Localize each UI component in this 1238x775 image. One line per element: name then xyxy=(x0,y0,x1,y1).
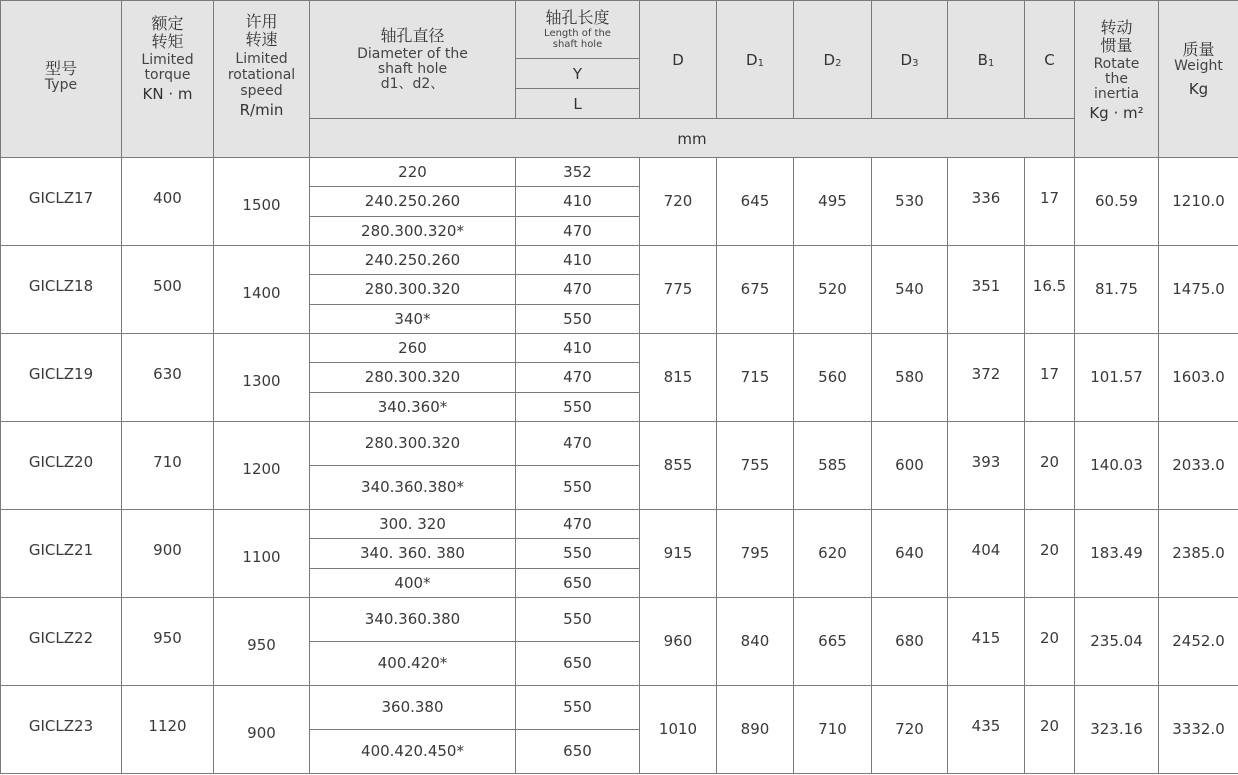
header-speed xyxy=(214,1,310,158)
cell-C xyxy=(1025,509,1075,597)
header-weight xyxy=(1159,1,1238,158)
cell-diameter-text: 340.360* xyxy=(377,397,448,416)
table-header xyxy=(1,1,1238,158)
cell-diameter xyxy=(310,568,516,597)
cell-weight xyxy=(1159,333,1238,421)
cell-diameter xyxy=(310,363,516,392)
cell-weight xyxy=(1159,158,1238,246)
cell-weight xyxy=(1159,245,1238,333)
cell-D3-text: 540 xyxy=(895,280,924,299)
cell-D xyxy=(640,245,717,333)
cell-type-text: GICLZ19 xyxy=(28,365,94,384)
cell-length xyxy=(516,304,640,333)
cell-type-text: GICLZ17 xyxy=(28,189,94,208)
cell-inertia xyxy=(1075,509,1159,597)
cell-torque xyxy=(122,597,214,685)
cell-weight-text: 2033.0 xyxy=(1172,456,1225,475)
cell-D-text: 815 xyxy=(663,368,693,387)
header-col-D xyxy=(640,1,717,119)
cell-D1-text: 840 xyxy=(740,632,770,651)
cell-speed-text: 1300 xyxy=(242,372,281,391)
cell-speed-text: 1500 xyxy=(242,196,281,215)
header-speed-cn: 许用转速 xyxy=(245,12,278,49)
cell-type-text: GICLZ20 xyxy=(28,453,94,472)
header-col-D1 xyxy=(717,1,794,119)
header-speed-unit: R/min xyxy=(239,101,284,119)
cell-type-text: GICLZ21 xyxy=(28,541,94,560)
cell-D3-text: 530 xyxy=(895,192,924,211)
cell-length xyxy=(516,333,640,362)
table-row xyxy=(1,509,1238,538)
cell-diameter-text: 300. 320 xyxy=(379,515,446,534)
cell-B1 xyxy=(948,333,1025,421)
cell-type xyxy=(1,597,122,685)
cell-torque xyxy=(122,685,214,773)
cell-D3-text: 680 xyxy=(895,632,924,651)
cell-diameter xyxy=(310,685,516,729)
cell-diameter xyxy=(310,333,516,362)
cell-length-text: 410 xyxy=(563,339,592,358)
header-type-cn: 型号 xyxy=(44,58,77,78)
table-row xyxy=(1,333,1238,362)
cell-inertia-text: 323.16 xyxy=(1090,720,1143,739)
cell-diameter xyxy=(310,304,516,333)
cell-speed-text: 1200 xyxy=(242,460,281,479)
cell-length-text: 470 xyxy=(563,434,592,453)
cell-length xyxy=(516,568,640,597)
cell-D2-text: 620 xyxy=(818,544,847,563)
cell-length-text: 470 xyxy=(563,515,592,534)
cell-length xyxy=(516,187,640,216)
cell-D1 xyxy=(717,685,794,773)
header-inertia xyxy=(1075,1,1159,158)
cell-D3 xyxy=(872,245,948,333)
header-col-B1-sub: 1 xyxy=(987,58,995,69)
cell-length-text: 550 xyxy=(563,610,592,629)
cell-D3-text: 600 xyxy=(895,456,924,475)
cell-length-text: 410 xyxy=(563,251,592,270)
cell-diameter xyxy=(310,392,516,421)
cell-inertia xyxy=(1075,597,1159,685)
cell-B1-text: 415 xyxy=(971,629,1001,648)
cell-B1-text: 372 xyxy=(971,365,1001,384)
header-torque xyxy=(122,1,214,158)
cell-speed-text: 1100 xyxy=(242,548,281,567)
cell-type xyxy=(1,245,122,333)
header-length-cn: 轴孔长度 xyxy=(545,8,610,27)
cell-type-text: GICLZ23 xyxy=(28,717,94,736)
cell-D-text: 720 xyxy=(663,192,693,211)
cell-D3 xyxy=(872,597,948,685)
cell-B1 xyxy=(948,685,1025,773)
header-length-y-label: Y xyxy=(572,65,583,83)
header-col-D2 xyxy=(794,1,872,119)
header-col-D3-label: D xyxy=(900,51,913,69)
cell-weight-text: 1210.0 xyxy=(1172,192,1225,211)
cell-B1-text: 393 xyxy=(971,453,1001,472)
cell-torque xyxy=(122,421,214,509)
cell-length xyxy=(516,509,640,538)
cell-length xyxy=(516,216,640,245)
cell-weight xyxy=(1159,597,1238,685)
cell-D2-text: 560 xyxy=(818,368,847,387)
cell-diameter-text: 280.300.320* xyxy=(361,221,464,240)
cell-D1-text: 675 xyxy=(740,280,770,299)
header-type xyxy=(1,1,122,158)
cell-diameter-text: 280.300.320 xyxy=(364,434,461,453)
cell-length xyxy=(516,421,640,465)
cell-B1-text: 435 xyxy=(971,717,1001,736)
header-inertia-en: Rotate the inertia xyxy=(1093,56,1140,102)
cell-D1-text: 795 xyxy=(740,544,770,563)
cell-diameter-text: 360.380 xyxy=(381,698,444,717)
cell-C-text: 20 xyxy=(1039,717,1060,736)
cell-torque-text: 500 xyxy=(153,277,182,296)
table-row xyxy=(1,685,1238,729)
cell-D2 xyxy=(794,158,872,246)
header-speed-en: Limited rotational speed xyxy=(227,51,296,99)
cell-diameter xyxy=(310,216,516,245)
cell-weight-text: 2385.0 xyxy=(1172,544,1225,563)
cell-D xyxy=(640,597,717,685)
cell-D3 xyxy=(872,333,948,421)
cell-diameter-text: 260 xyxy=(398,339,427,358)
cell-diameter xyxy=(310,275,516,304)
cell-diameter-text: 220 xyxy=(398,163,427,182)
cell-length xyxy=(516,539,640,568)
cell-D-text: 960 xyxy=(663,632,693,651)
cell-torque-text: 400 xyxy=(153,189,182,208)
cell-length-text: 550 xyxy=(563,397,592,416)
cell-D3 xyxy=(872,158,948,246)
cell-length xyxy=(516,275,640,304)
cell-D-text: 1010 xyxy=(658,720,698,739)
cell-D3 xyxy=(872,509,948,597)
cell-B1-text: 351 xyxy=(971,277,1001,296)
cell-torque-text: 950 xyxy=(153,629,182,648)
cell-speed xyxy=(214,158,310,246)
cell-speed-text: 900 xyxy=(247,724,276,743)
cell-C xyxy=(1025,245,1075,333)
header-col-D2-label: D xyxy=(823,51,836,69)
cell-diameter xyxy=(310,465,516,509)
cell-C xyxy=(1025,685,1075,773)
cell-inertia xyxy=(1075,158,1159,246)
cell-type-text: GICLZ18 xyxy=(28,277,94,296)
header-type-en: Type xyxy=(44,76,78,93)
cell-D2 xyxy=(794,333,872,421)
cell-diameter-text: 400* xyxy=(394,573,431,592)
header-length-en: Length of the shaft hole xyxy=(544,28,611,50)
header-weight-cn: 质量 xyxy=(1182,40,1215,59)
cell-length-text: 550 xyxy=(563,478,592,497)
cell-B1 xyxy=(948,158,1025,246)
cell-diameter xyxy=(310,641,516,685)
cell-speed xyxy=(214,245,310,333)
cell-D2 xyxy=(794,509,872,597)
cell-B1 xyxy=(948,421,1025,509)
cell-C-text: 17 xyxy=(1039,365,1060,384)
header-diameter-cn: 轴孔直径 xyxy=(380,26,445,45)
header-torque-cn: 额定转矩 xyxy=(151,14,184,51)
header-diameter-sym: d1、d2、 xyxy=(380,76,445,92)
cell-inertia xyxy=(1075,685,1159,773)
cell-D2-text: 585 xyxy=(818,456,847,475)
cell-D-text: 915 xyxy=(663,544,693,563)
header-mm-unit xyxy=(310,119,1075,158)
cell-diameter xyxy=(310,509,516,538)
header-col-D1-sub: 1 xyxy=(757,58,764,69)
header-inertia-cn: 转动惯量 xyxy=(1100,18,1133,55)
cell-weight-text: 1603.0 xyxy=(1172,368,1225,387)
header-col-D1-label: D xyxy=(746,51,758,69)
cell-D3 xyxy=(872,685,948,773)
cell-weight xyxy=(1159,421,1238,509)
cell-D1 xyxy=(717,421,794,509)
cell-torque xyxy=(122,333,214,421)
cell-diameter xyxy=(310,187,516,216)
cell-inertia-text: 235.04 xyxy=(1090,632,1143,651)
header-length-y xyxy=(516,59,640,89)
cell-D2 xyxy=(794,421,872,509)
cell-D1 xyxy=(717,333,794,421)
cell-length xyxy=(516,245,640,274)
cell-weight-text: 2452.0 xyxy=(1172,632,1225,651)
cell-D1-text: 715 xyxy=(740,368,770,387)
cell-speed-text: 1400 xyxy=(242,284,281,303)
header-col-D2-sub: 2 xyxy=(835,58,842,69)
cell-diameter-text: 280.300.320 xyxy=(364,280,461,299)
header-diameter xyxy=(310,1,516,119)
cell-diameter-text: 340.360.380* xyxy=(361,478,464,497)
cell-D2 xyxy=(794,685,872,773)
cell-type xyxy=(1,685,122,773)
cell-D2-text: 520 xyxy=(818,280,847,299)
cell-length xyxy=(516,392,640,421)
cell-inertia xyxy=(1075,245,1159,333)
table-body xyxy=(1,158,1238,774)
cell-weight-text: 3332.0 xyxy=(1172,720,1225,739)
cell-length xyxy=(516,597,640,641)
header-mm-unit-label: mm xyxy=(677,129,707,148)
header-col-D-label: D xyxy=(672,51,684,69)
cell-length-text: 650 xyxy=(563,654,592,673)
cell-torque-text: 710 xyxy=(153,453,182,472)
cell-length-text: 650 xyxy=(563,573,592,592)
cell-speed xyxy=(214,685,310,773)
cell-C xyxy=(1025,421,1075,509)
cell-inertia-text: 60.59 xyxy=(1095,192,1138,211)
cell-speed xyxy=(214,333,310,421)
cell-diameter-text: 240.250.260 xyxy=(364,251,461,270)
cell-length-text: 470 xyxy=(563,221,592,240)
header-weight-unit: Kg xyxy=(1188,80,1209,98)
cell-diameter-text: 340* xyxy=(394,309,431,328)
cell-length-text: 550 xyxy=(563,309,592,328)
cell-speed xyxy=(214,509,310,597)
header-col-C-label: C xyxy=(1044,51,1055,69)
cell-length xyxy=(516,641,640,685)
table-row xyxy=(1,158,1238,187)
cell-diameter-text: 400.420.450* xyxy=(361,742,464,761)
cell-D3 xyxy=(872,421,948,509)
cell-C-text: 16.5 xyxy=(1032,277,1067,296)
table-row xyxy=(1,421,1238,465)
cell-D2 xyxy=(794,245,872,333)
header-inertia-unit: Kg · m² xyxy=(1089,104,1144,122)
header-weight-en: Weight xyxy=(1174,58,1223,74)
cell-length xyxy=(516,363,640,392)
cell-B1 xyxy=(948,597,1025,685)
cell-length xyxy=(516,465,640,509)
cell-D3-text: 640 xyxy=(895,544,924,563)
cell-D1 xyxy=(717,158,794,246)
cell-inertia-text: 183.49 xyxy=(1090,544,1143,563)
cell-C xyxy=(1025,597,1075,685)
header-col-B1-label: B xyxy=(977,51,988,69)
cell-D1-text: 890 xyxy=(740,720,770,739)
cell-torque-text: 900 xyxy=(153,541,182,560)
header-col-B1 xyxy=(948,1,1025,119)
cell-length-text: 352 xyxy=(563,163,592,182)
cell-D2-text: 495 xyxy=(818,192,847,211)
cell-torque-text: 1120 xyxy=(148,717,187,736)
cell-diameter-text: 340.360.380 xyxy=(364,610,461,629)
cell-length xyxy=(516,729,640,773)
cell-C xyxy=(1025,333,1075,421)
cell-diameter-text: 340. 360. 380 xyxy=(360,544,465,563)
header-length-l xyxy=(516,89,640,119)
cell-D xyxy=(640,421,717,509)
cell-length-text: 550 xyxy=(563,544,592,563)
header-length-l-label: L xyxy=(573,95,582,113)
cell-length-text: 650 xyxy=(563,742,592,761)
cell-weight xyxy=(1159,685,1238,773)
cell-type xyxy=(1,158,122,246)
cell-B1-text: 404 xyxy=(971,541,1001,560)
cell-D2-text: 710 xyxy=(818,720,847,739)
cell-B1 xyxy=(948,245,1025,333)
cell-D1 xyxy=(717,597,794,685)
cell-type xyxy=(1,333,122,421)
cell-D1 xyxy=(717,245,794,333)
cell-D2-text: 665 xyxy=(818,632,847,651)
table-row xyxy=(1,597,1238,641)
cell-diameter xyxy=(310,245,516,274)
header-length xyxy=(516,1,640,59)
cell-type-text: GICLZ22 xyxy=(28,629,94,648)
cell-speed-text: 950 xyxy=(247,636,276,655)
cell-D2 xyxy=(794,597,872,685)
cell-D xyxy=(640,333,717,421)
header-col-C xyxy=(1025,1,1075,119)
header-torque-unit: KN · m xyxy=(142,85,193,103)
cell-D-text: 775 xyxy=(663,280,693,299)
cell-speed xyxy=(214,597,310,685)
cell-diameter xyxy=(310,597,516,641)
header-col-D3 xyxy=(872,1,948,119)
cell-inertia xyxy=(1075,421,1159,509)
cell-D1 xyxy=(717,509,794,597)
cell-D xyxy=(640,509,717,597)
cell-C-text: 20 xyxy=(1039,629,1060,648)
cell-C-text: 20 xyxy=(1039,453,1060,472)
cell-diameter-text: 400.420* xyxy=(377,654,448,673)
cell-diameter xyxy=(310,729,516,773)
cell-D1-text: 645 xyxy=(740,192,770,211)
cell-length-text: 470 xyxy=(563,368,592,387)
cell-C xyxy=(1025,158,1075,246)
header-torque-en: Limited torque xyxy=(141,52,194,83)
cell-diameter xyxy=(310,421,516,465)
header-col-D3-sub: 3 xyxy=(912,58,919,69)
cell-D-text: 855 xyxy=(663,456,693,475)
cell-D1-text: 755 xyxy=(740,456,770,475)
cell-weight xyxy=(1159,509,1238,597)
cell-diameter xyxy=(310,158,516,187)
cell-length-text: 410 xyxy=(563,192,592,211)
cell-speed xyxy=(214,421,310,509)
cell-length-text: 550 xyxy=(563,698,592,717)
cell-type xyxy=(1,421,122,509)
cell-C-text: 20 xyxy=(1039,541,1060,560)
cell-length xyxy=(516,158,640,187)
cell-torque xyxy=(122,158,214,246)
cell-diameter xyxy=(310,539,516,568)
cell-length-text: 470 xyxy=(563,280,592,299)
cell-torque-text: 630 xyxy=(153,365,182,384)
cell-inertia-text: 81.75 xyxy=(1095,280,1138,299)
cell-weight-text: 1475.0 xyxy=(1172,280,1225,299)
cell-inertia-text: 101.57 xyxy=(1090,368,1143,387)
cell-torque xyxy=(122,245,214,333)
cell-diameter-text: 280.300.320 xyxy=(364,368,461,387)
cell-C-text: 17 xyxy=(1039,189,1060,208)
cell-D xyxy=(640,685,717,773)
table-row xyxy=(1,245,1238,274)
cell-D xyxy=(640,158,717,246)
cell-torque xyxy=(122,509,214,597)
cell-diameter-text: 240.250.260 xyxy=(364,192,461,211)
cell-B1-text: 336 xyxy=(971,189,1001,208)
cell-inertia-text: 140.03 xyxy=(1090,456,1143,475)
cell-B1 xyxy=(948,509,1025,597)
header-diameter-en: Diameter of the shaft hole xyxy=(357,46,468,77)
cell-length xyxy=(516,685,640,729)
cell-D3-text: 720 xyxy=(895,720,924,739)
cell-type xyxy=(1,509,122,597)
cell-inertia xyxy=(1075,333,1159,421)
cell-D3-text: 580 xyxy=(895,368,924,387)
